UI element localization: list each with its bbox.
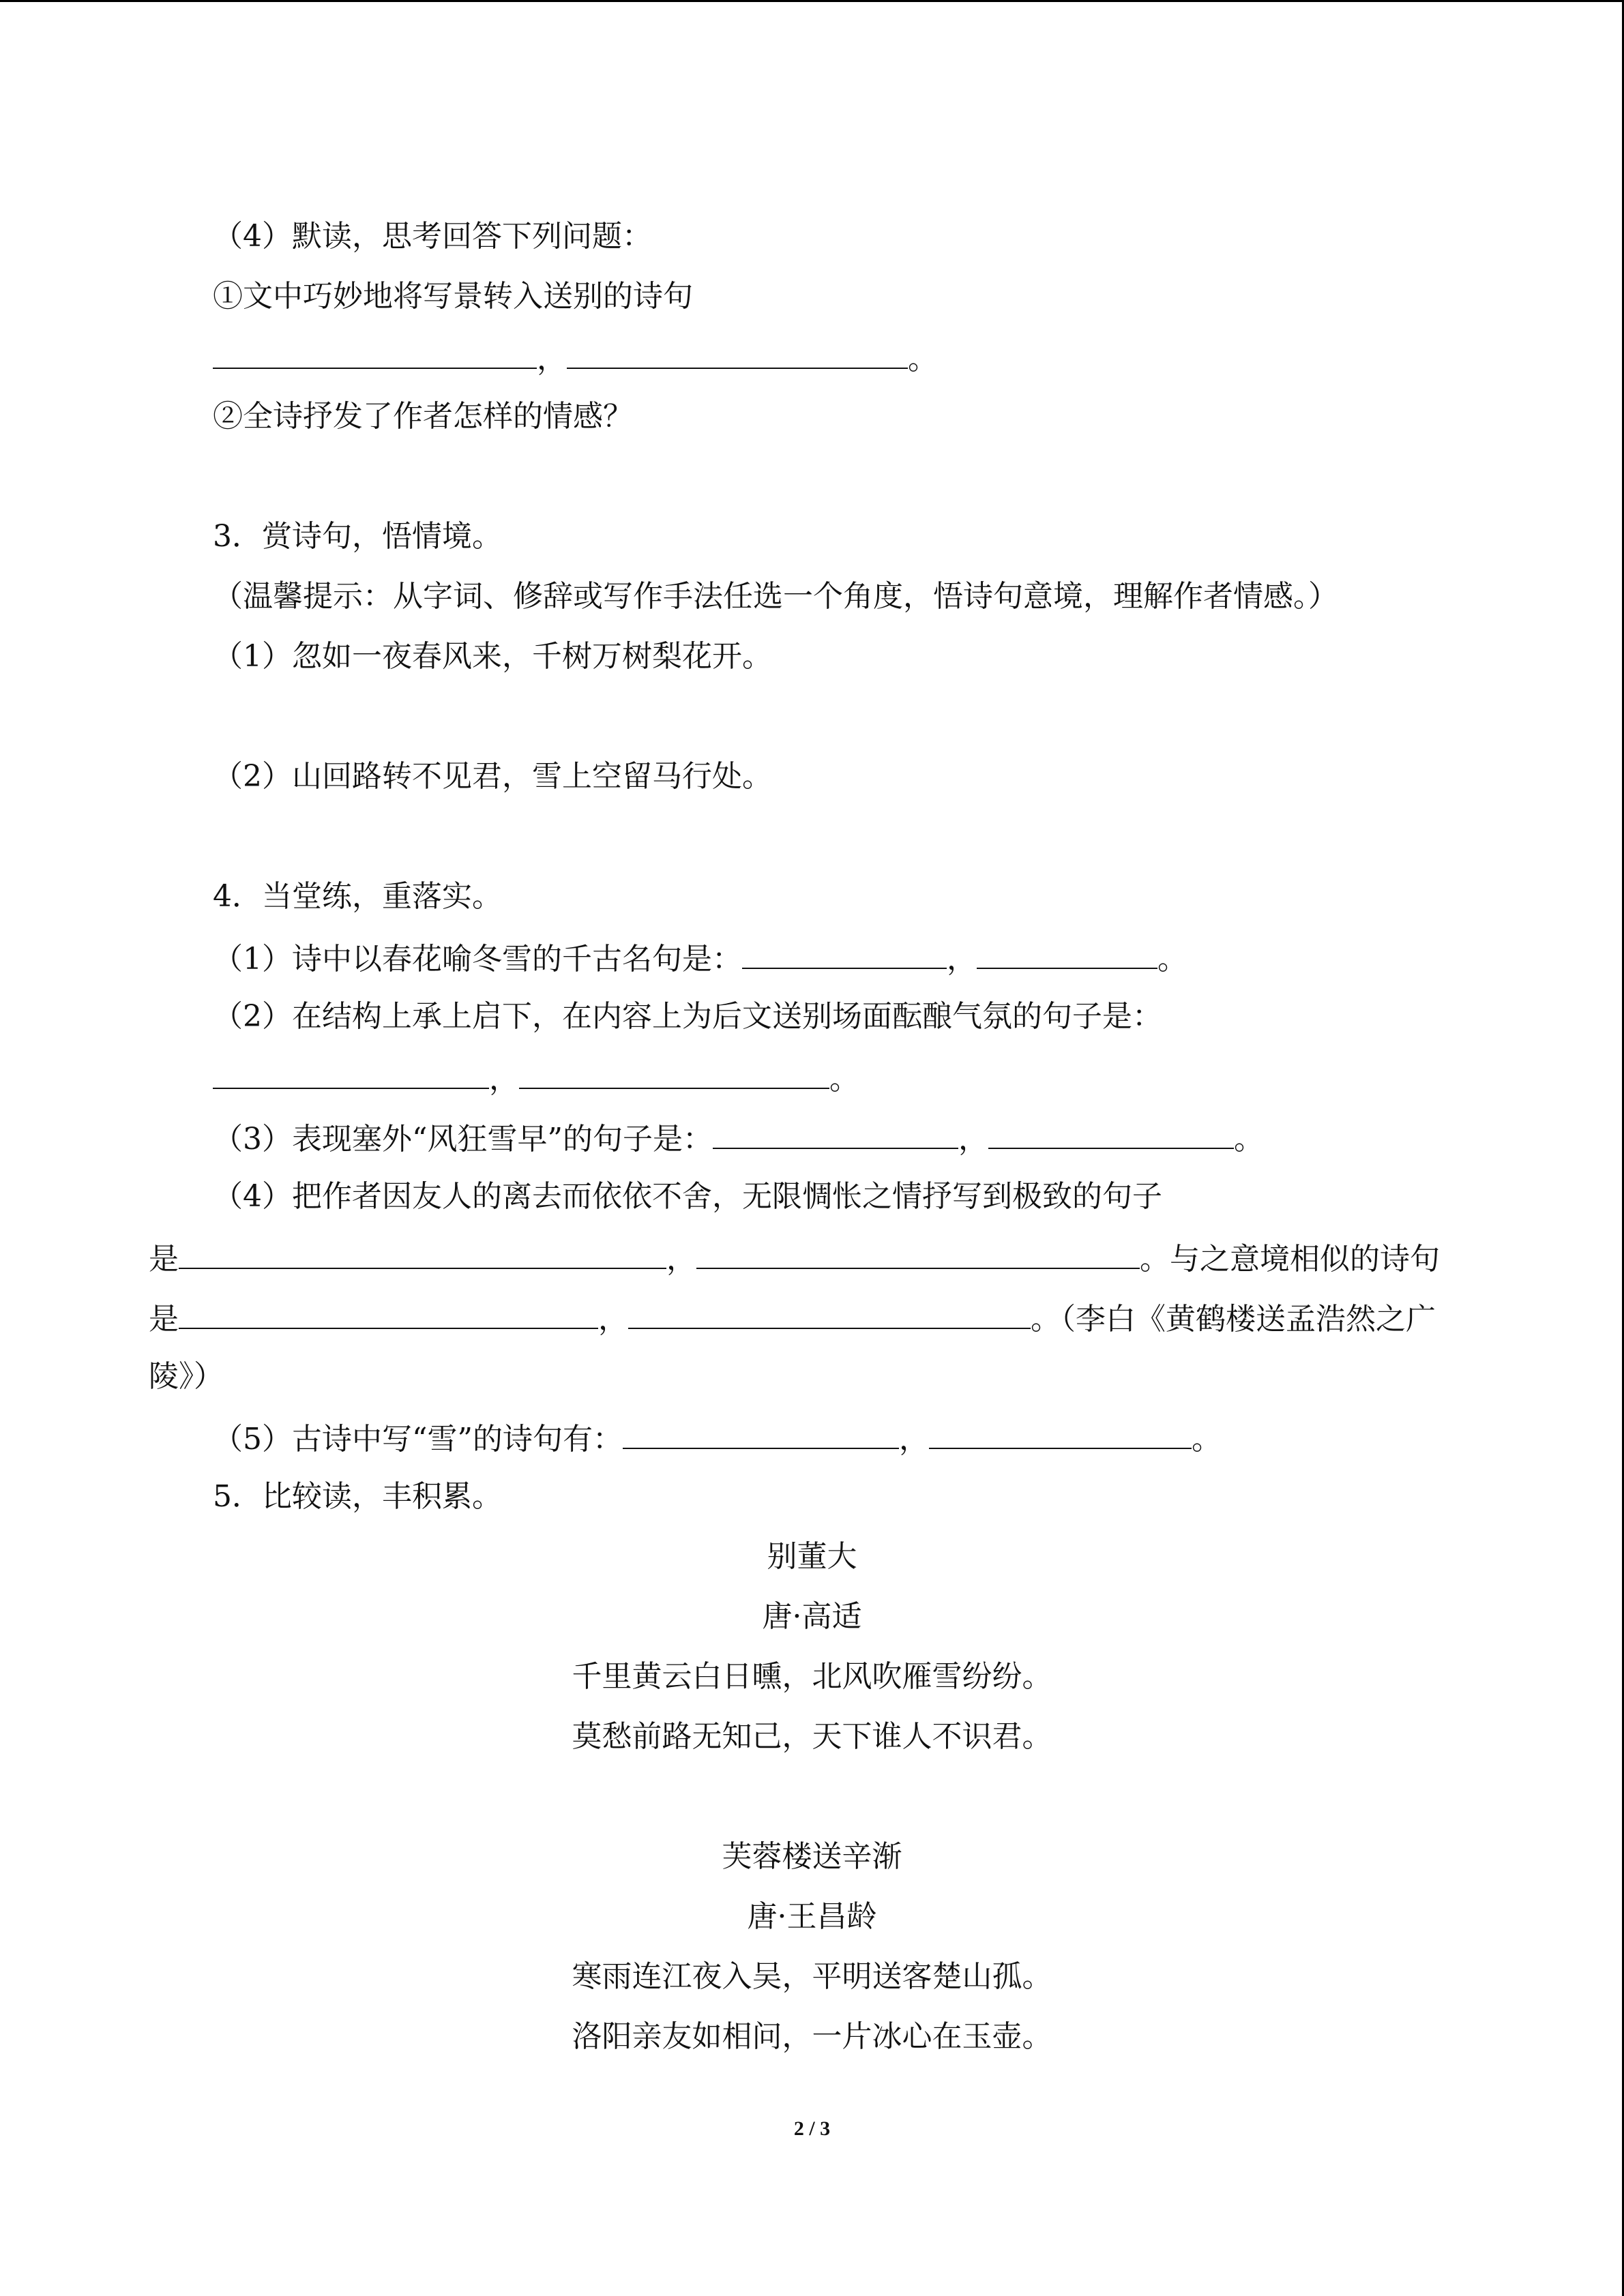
q4-heading: 4．当堂练，重落实。 xyxy=(213,879,502,914)
is-label: 是 xyxy=(149,1302,179,1337)
poem2-title: 芙蓉楼送辛渐 xyxy=(722,1839,902,1874)
q4-item4-source-end: 陵》） xyxy=(149,1359,224,1394)
answer-blank[interactable] xyxy=(179,1296,598,1329)
separator: ， xyxy=(666,1242,696,1277)
poem1-title: 别董大 xyxy=(767,1539,857,1574)
q4-item1 xyxy=(213,936,1187,977)
poem2-author: 唐·王昌龄 xyxy=(747,1899,877,1934)
answer-blank[interactable] xyxy=(929,1416,1192,1449)
page-number: 2 / 3 xyxy=(793,2117,831,2140)
answer-blank[interactable] xyxy=(179,1236,666,1269)
q2-4-heading: （4）默读，思考回答下列问题： xyxy=(213,219,652,254)
q4-item5-text: （5）古诗中写“雪”的诗句有： xyxy=(213,1422,623,1457)
poem2-line2: 洛阳亲友如相问，一片冰心在玉壶。 xyxy=(572,2019,1052,2054)
q4-item5 xyxy=(213,1416,1222,1457)
answer-blank[interactable] xyxy=(977,936,1157,969)
end-mark: 。 xyxy=(1233,1122,1264,1157)
answer-blank[interactable] xyxy=(742,936,947,969)
answer-blank[interactable] xyxy=(623,1416,899,1449)
separator: ， xyxy=(947,942,977,976)
answer-blank[interactable] xyxy=(567,336,908,369)
end-mark: 。 xyxy=(1157,942,1187,976)
answer-blank[interactable] xyxy=(988,1116,1234,1149)
poem1-line1: 千里黄云白日曛，北风吹雁雪纷纷。 xyxy=(572,1659,1052,1694)
poem1-line2: 莫愁前路无知己，天下谁人不识君。 xyxy=(572,1719,1052,1754)
end-mark: 。 xyxy=(829,1062,859,1097)
answer-blank[interactable] xyxy=(628,1296,1031,1329)
answer-blank[interactable] xyxy=(213,336,537,369)
similar-text: 。与之意境相似的诗句 xyxy=(1140,1242,1440,1277)
separator: ， xyxy=(489,1062,519,1097)
q4-item3 xyxy=(213,1116,1264,1157)
is-label: 是 xyxy=(149,1242,179,1277)
q4-item2: （2）在结构上承上启下，在内容上为后文送别场面酝酿气氛的句子是： xyxy=(213,999,1162,1034)
q2-4-item1: ①文中巧妙地将写景转入送别的诗句 xyxy=(213,279,693,314)
separator: ， xyxy=(958,1122,988,1157)
answer-blank[interactable] xyxy=(519,1056,829,1089)
source-text: 。（李白《黄鹤楼送孟浩然之广 xyxy=(1031,1302,1436,1337)
end-mark: 。 xyxy=(1191,1422,1222,1457)
q3-hint: （温馨提示：从字词、修辞或写作手法任选一个角度，悟诗句意境，理解作者情感。） xyxy=(213,579,1338,614)
answer-blank[interactable] xyxy=(696,1236,1140,1269)
q5-heading: 5．比较读，丰积累。 xyxy=(213,1479,502,1514)
q4-item1-text: （1）诗中以春花喻冬雪的千古名句是： xyxy=(213,942,742,976)
q2-4-answer-row xyxy=(213,336,938,377)
separator: ， xyxy=(898,1422,929,1457)
q2-4-item2: ②全诗抒发了作者怎样的情感？ xyxy=(213,399,633,434)
q3-item2: （2）山回路转不见君，雪上空留马行处。 xyxy=(213,759,772,794)
q3-item1: （1）忽如一夜春风来，千树万树梨花开。 xyxy=(213,639,772,674)
poem2-line1: 寒雨连江夜入吴，平明送客楚山孤。 xyxy=(572,1959,1052,1994)
poem1-author: 唐·高适 xyxy=(762,1599,862,1634)
q4-item4-similar-row xyxy=(149,1296,1436,1337)
page-border-top xyxy=(0,0,1624,2)
answer-blank[interactable] xyxy=(213,1056,489,1089)
q4-item2-answer-row xyxy=(213,1056,859,1097)
answer-blank[interactable] xyxy=(713,1116,958,1149)
q4-item3-text: （3）表现塞外“风狂雪早”的句子是： xyxy=(213,1122,713,1157)
separator: ， xyxy=(598,1302,628,1337)
q4-item4-prompt: （4）把作者因友人的离去而依依不舍，无限惆怅之情抒写到极致的句子 xyxy=(213,1179,1162,1214)
q4-item4-answer-row xyxy=(149,1236,1440,1277)
separator: ， xyxy=(537,342,567,376)
end-mark: 。 xyxy=(908,342,938,376)
q3-heading: 3．赏诗句，悟情境。 xyxy=(213,519,502,554)
